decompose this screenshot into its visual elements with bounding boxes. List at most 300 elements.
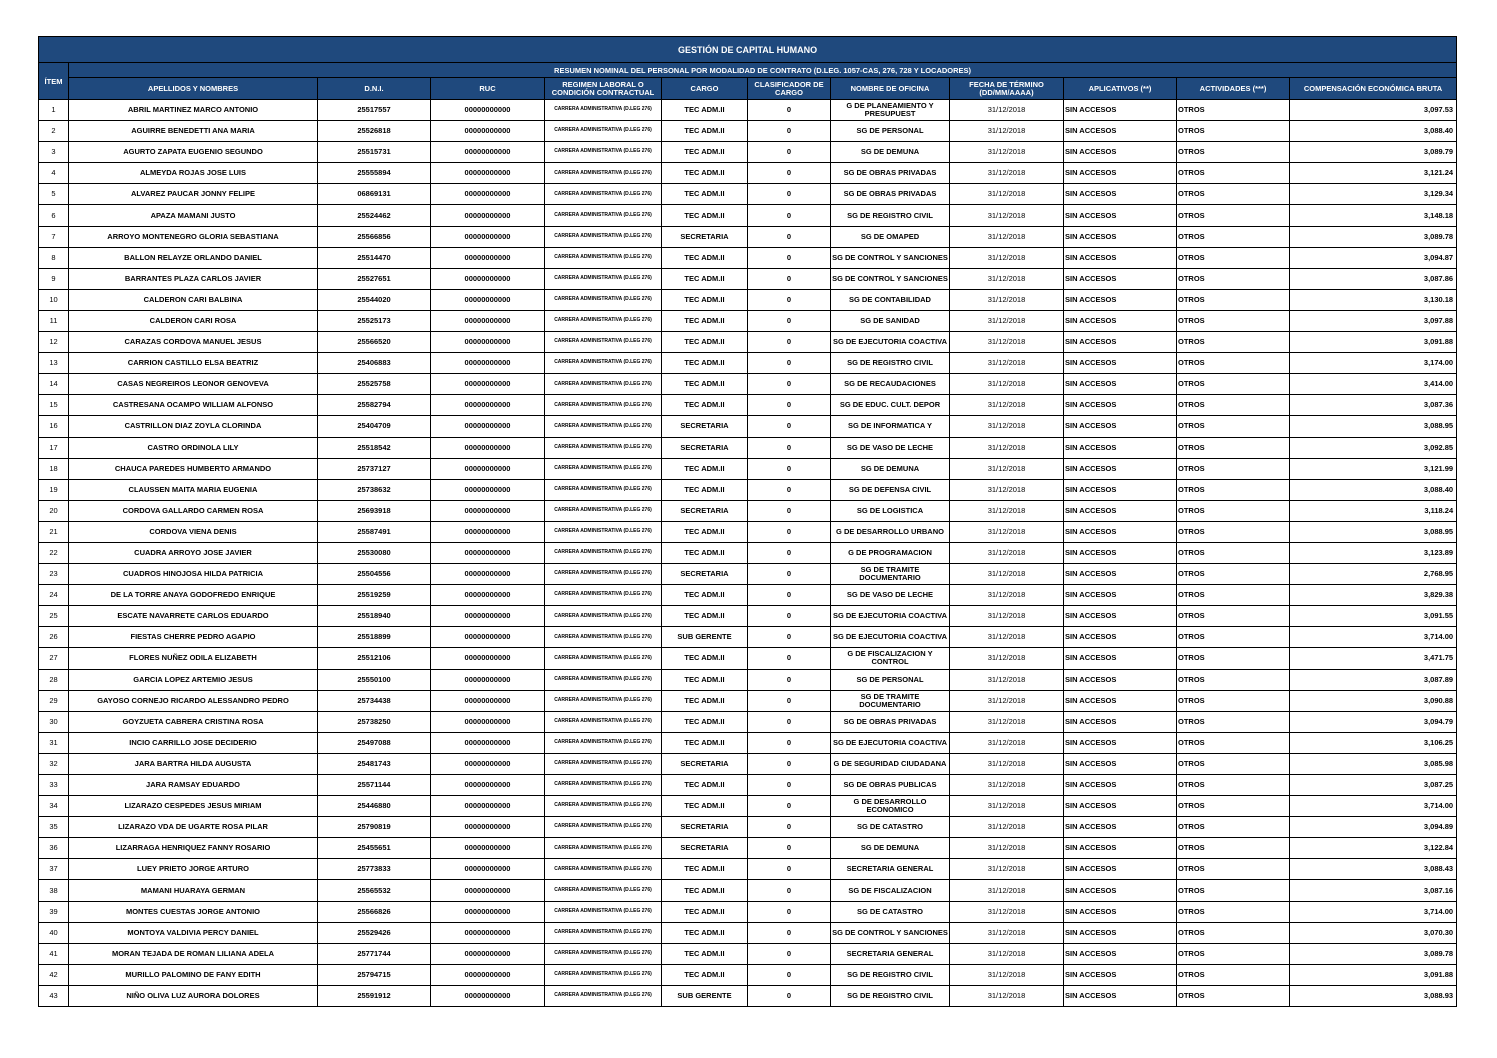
compensacion-cell: 3,088.95: [1290, 416, 1457, 437]
item-cell: 24: [39, 585, 69, 606]
compensacion-cell: 3,106.25: [1290, 732, 1457, 753]
compensacion-cell: 3,714.00: [1290, 627, 1457, 648]
aplicativos-cell: SIN ACCESOS: [1064, 500, 1177, 521]
dni-cell: 25773833: [318, 859, 431, 880]
oficina-cell: SG DE CONTABILIDAD: [831, 289, 950, 310]
cargo-cell: TEC ADM.II: [662, 205, 748, 226]
cargo-cell: TEC ADM.II: [662, 395, 748, 416]
dni-cell: 25566520: [318, 332, 431, 353]
fecha-cell: 31/12/2018: [950, 922, 1064, 943]
fecha-cell: 31/12/2018: [950, 627, 1064, 648]
clasificador-cell: 0: [748, 796, 831, 817]
name-cell: INCIO CARRILLO JOSE DECIDERIO: [69, 732, 318, 753]
actividades-cell: OTROS: [1177, 289, 1290, 310]
fecha-cell: 31/12/2018: [950, 247, 1064, 268]
ruc-cell: 00000000000: [431, 838, 545, 859]
table-row: [39, 922, 1457, 943]
actividades-cell: OTROS: [1177, 100, 1290, 121]
clasificador-cell: 0: [748, 711, 831, 732]
actividades-cell: OTROS: [1177, 247, 1290, 268]
oficina-cell: SG DE OBRAS PRIVADAS: [831, 184, 950, 205]
item-cell: 19: [39, 479, 69, 500]
table-body: [39, 100, 1457, 1007]
ruc-cell: 00000000000: [431, 775, 545, 796]
oficina-cell: SG DE DEFENSA CIVIL: [831, 479, 950, 500]
compensacion-cell: 3,097.88: [1290, 310, 1457, 331]
cargo-cell: TEC ADM.II: [662, 184, 748, 205]
actividades-cell: OTROS: [1177, 458, 1290, 479]
clasificador-cell: 0: [748, 247, 831, 268]
fecha-cell: 31/12/2018: [950, 542, 1064, 563]
compensacion-cell: 3,088.43: [1290, 859, 1457, 880]
regimen-cell: CARRERA ADMINISTRATIVA (D.LEG 276): [545, 121, 662, 142]
fecha-cell: 31/12/2018: [950, 163, 1064, 184]
column-header-cargo: CARGO: [662, 78, 748, 100]
actividades-cell: OTROS: [1177, 585, 1290, 606]
name-cell: MAMANI HUARAYA GERMAN: [69, 880, 318, 901]
cargo-cell: SECRETARIA: [662, 817, 748, 838]
actividades-cell: OTROS: [1177, 479, 1290, 500]
actividades-cell: OTROS: [1177, 732, 1290, 753]
actividades-cell: OTROS: [1177, 437, 1290, 458]
oficina-cell: SG DE CONTROL Y SANCIONES: [831, 247, 950, 268]
item-cell: 23: [39, 564, 69, 585]
compensacion-cell: 3,089.79: [1290, 142, 1457, 163]
actividades-cell: OTROS: [1177, 964, 1290, 985]
oficina-cell: SG DE REGISTRO CIVIL: [831, 964, 950, 985]
aplicativos-cell: SIN ACCESOS: [1064, 627, 1177, 648]
item-cell: 38: [39, 880, 69, 901]
compensacion-cell: 3,130.18: [1290, 289, 1457, 310]
clasificador-cell: 0: [748, 985, 831, 1006]
cargo-cell: TEC ADM.II: [662, 901, 748, 922]
cargo-cell: TEC ADM.II: [662, 542, 748, 563]
actividades-cell: OTROS: [1177, 985, 1290, 1006]
table-row: [39, 564, 1457, 585]
regimen-cell: CARRERA ADMINISTRATIVA (D.LEG 276): [545, 353, 662, 374]
aplicativos-cell: SIN ACCESOS: [1064, 859, 1177, 880]
cargo-cell: SECRETARIA: [662, 753, 748, 774]
ruc-cell: 00000000000: [431, 395, 545, 416]
fecha-cell: 31/12/2018: [950, 353, 1064, 374]
clasificador-cell: 0: [748, 817, 831, 838]
dni-cell: 25518940: [318, 606, 431, 627]
regimen-cell: CARRERA ADMINISTRATIVA (D.LEG 276): [545, 880, 662, 901]
oficina-cell: SG DE OMAPED: [831, 226, 950, 247]
regimen-cell: CARRERA ADMINISTRATIVA (D.LEG 276): [545, 922, 662, 943]
ruc-cell: 00000000000: [431, 500, 545, 521]
item-cell: 5: [39, 184, 69, 205]
cargo-cell: SECRETARIA: [662, 838, 748, 859]
regimen-cell: CARRERA ADMINISTRATIVA (D.LEG 276): [545, 711, 662, 732]
actividades-cell: OTROS: [1177, 943, 1290, 964]
clasificador-cell: 0: [748, 585, 831, 606]
actividades-cell: OTROS: [1177, 395, 1290, 416]
regimen-cell: CARRERA ADMINISTRATIVA (D.LEG 276): [545, 564, 662, 585]
dni-cell: 25524462: [318, 205, 431, 226]
regimen-cell: CARRERA ADMINISTRATIVA (D.LEG 276): [545, 205, 662, 226]
fecha-cell: 31/12/2018: [950, 416, 1064, 437]
name-cell: ESCATE NAVARRETE CARLOS EDUARDO: [69, 606, 318, 627]
cargo-cell: SECRETARIA: [662, 226, 748, 247]
fecha-cell: 31/12/2018: [950, 437, 1064, 458]
aplicativos-cell: SIN ACCESOS: [1064, 796, 1177, 817]
clasificador-cell: 0: [748, 184, 831, 205]
cargo-cell: TEC ADM.II: [662, 458, 748, 479]
actividades-cell: OTROS: [1177, 121, 1290, 142]
clasificador-cell: 0: [748, 943, 831, 964]
ruc-cell: 00000000000: [431, 310, 545, 331]
cargo-cell: TEC ADM.II: [662, 690, 748, 711]
actividades-cell: OTROS: [1177, 521, 1290, 542]
compensacion-cell: 3,091.88: [1290, 332, 1457, 353]
ruc-cell: 00000000000: [431, 648, 545, 669]
table-row: [39, 121, 1457, 142]
fecha-cell: 31/12/2018: [950, 648, 1064, 669]
regimen-cell: CARRERA ADMINISTRATIVA (D.LEG 276): [545, 606, 662, 627]
compensacion-cell: 3,070.30: [1290, 922, 1457, 943]
oficina-cell: G DE PLANEAMIENTO Y PRESUPUEST: [831, 100, 950, 121]
aplicativos-cell: SIN ACCESOS: [1064, 985, 1177, 1006]
regimen-cell: CARRERA ADMINISTRATIVA (D.LEG 276): [545, 648, 662, 669]
actividades-cell: OTROS: [1177, 775, 1290, 796]
regimen-cell: CARRERA ADMINISTRATIVA (D.LEG 276): [545, 458, 662, 479]
table-row: [39, 310, 1457, 331]
fecha-cell: 31/12/2018: [950, 817, 1064, 838]
dni-cell: 25497088: [318, 732, 431, 753]
cargo-cell: TEC ADM.II: [662, 732, 748, 753]
item-cell: 27: [39, 648, 69, 669]
table-row: [39, 606, 1457, 627]
compensacion-cell: 3,094.87: [1290, 247, 1457, 268]
cargo-cell: TEC ADM.II: [662, 796, 748, 817]
ruc-cell: 00000000000: [431, 142, 545, 163]
ruc-cell: 00000000000: [431, 817, 545, 838]
table-row: [39, 648, 1457, 669]
oficina-cell: G DE DESARROLLO URBANO: [831, 521, 950, 542]
ruc-cell: 00000000000: [431, 669, 545, 690]
fecha-cell: 31/12/2018: [950, 606, 1064, 627]
ruc-cell: 00000000000: [431, 268, 545, 289]
dni-cell: 25571144: [318, 775, 431, 796]
name-cell: CASTRESANA OCAMPO WILLIAM ALFONSO: [69, 395, 318, 416]
compensacion-cell: 3,088.40: [1290, 121, 1457, 142]
aplicativos-cell: SIN ACCESOS: [1064, 353, 1177, 374]
regimen-cell: CARRERA ADMINISTRATIVA (D.LEG 276): [545, 479, 662, 500]
dni-cell: 25582794: [318, 395, 431, 416]
clasificador-cell: 0: [748, 859, 831, 880]
table-row: [39, 817, 1457, 838]
cargo-cell: TEC ADM.II: [662, 289, 748, 310]
item-cell: 26: [39, 627, 69, 648]
table-row: [39, 732, 1457, 753]
oficina-cell: SG DE OBRAS PUBLICAS: [831, 775, 950, 796]
item-cell: 10: [39, 289, 69, 310]
dni-cell: 25525758: [318, 374, 431, 395]
clasificador-cell: 0: [748, 542, 831, 563]
name-cell: ALMEYDA ROJAS JOSE LUIS: [69, 163, 318, 184]
compensacion-cell: 3,714.00: [1290, 796, 1457, 817]
aplicativos-cell: SIN ACCESOS: [1064, 711, 1177, 732]
dni-cell: 25518899: [318, 627, 431, 648]
regimen-cell: CARRERA ADMINISTRATIVA (D.LEG 276): [545, 690, 662, 711]
actividades-cell: OTROS: [1177, 542, 1290, 563]
fecha-cell: 31/12/2018: [950, 985, 1064, 1006]
ruc-cell: 00000000000: [431, 437, 545, 458]
name-cell: JARA BARTRA HILDA AUGUSTA: [69, 753, 318, 774]
ruc-cell: 00000000000: [431, 247, 545, 268]
clasificador-cell: 0: [748, 922, 831, 943]
item-column-header: ÍTEM: [39, 63, 69, 100]
aplicativos-cell: SIN ACCESOS: [1064, 121, 1177, 142]
table-row: [39, 416, 1457, 437]
compensacion-cell: 3,148.18: [1290, 205, 1457, 226]
oficina-cell: SG DE DEMUNA: [831, 142, 950, 163]
clasificador-cell: 0: [748, 564, 831, 585]
aplicativos-cell: SIN ACCESOS: [1064, 289, 1177, 310]
oficina-cell: SG DE PERSONAL: [831, 121, 950, 142]
item-cell: 28: [39, 669, 69, 690]
dni-cell: 25527651: [318, 268, 431, 289]
aplicativos-cell: SIN ACCESOS: [1064, 901, 1177, 922]
name-cell: CUADROS HINOJOSA HILDA PATRICIA: [69, 564, 318, 585]
ruc-cell: 00000000000: [431, 690, 545, 711]
aplicativos-cell: SIN ACCESOS: [1064, 163, 1177, 184]
actividades-cell: OTROS: [1177, 500, 1290, 521]
fecha-cell: 31/12/2018: [950, 943, 1064, 964]
item-cell: 7: [39, 226, 69, 247]
oficina-cell: SG DE EJECUTORIA COACTIVA: [831, 332, 950, 353]
oficina-cell: SG DE SANIDAD: [831, 310, 950, 331]
regimen-cell: CARRERA ADMINISTRATIVA (D.LEG 276): [545, 901, 662, 922]
fecha-cell: 31/12/2018: [950, 374, 1064, 395]
compensacion-cell: 3,092.85: [1290, 437, 1457, 458]
name-cell: CORDOVA VIENA DENIS: [69, 521, 318, 542]
regimen-cell: CARRERA ADMINISTRATIVA (D.LEG 276): [545, 437, 662, 458]
fecha-cell: 31/12/2018: [950, 332, 1064, 353]
ruc-cell: 00000000000: [431, 901, 545, 922]
clasificador-cell: 0: [748, 627, 831, 648]
clasificador-cell: 0: [748, 753, 831, 774]
name-cell: LIZARAZO CESPEDES JESUS MIRIAM: [69, 796, 318, 817]
oficina-cell: SG DE EDUC. CULT. DEPOR: [831, 395, 950, 416]
dni-cell: 25693918: [318, 500, 431, 521]
oficina-cell: SG DE CATASTRO: [831, 817, 950, 838]
clasificador-cell: 0: [748, 142, 831, 163]
regimen-cell: CARRERA ADMINISTRATIVA (D.LEG 276): [545, 943, 662, 964]
regimen-cell: CARRERA ADMINISTRATIVA (D.LEG 276): [545, 247, 662, 268]
item-cell: 16: [39, 416, 69, 437]
fecha-cell: 31/12/2018: [950, 205, 1064, 226]
actividades-cell: OTROS: [1177, 901, 1290, 922]
dni-cell: 25455651: [318, 838, 431, 859]
aplicativos-cell: SIN ACCESOS: [1064, 100, 1177, 121]
compensacion-cell: 3,088.93: [1290, 985, 1457, 1006]
item-cell: 3: [39, 142, 69, 163]
fecha-cell: 31/12/2018: [950, 564, 1064, 585]
ruc-cell: 00000000000: [431, 458, 545, 479]
regimen-cell: CARRERA ADMINISTRATIVA (D.LEG 276): [545, 289, 662, 310]
regimen-cell: CARRERA ADMINISTRATIVA (D.LEG 276): [545, 163, 662, 184]
oficina-cell: SG DE EJECUTORIA COACTIVA: [831, 627, 950, 648]
item-cell: 33: [39, 775, 69, 796]
item-cell: 15: [39, 395, 69, 416]
clasificador-cell: 0: [748, 353, 831, 374]
item-cell: 1: [39, 100, 69, 121]
dni-cell: 25738632: [318, 479, 431, 500]
name-cell: FIESTAS CHERRE PEDRO AGAPIO: [69, 627, 318, 648]
actividades-cell: OTROS: [1177, 648, 1290, 669]
regimen-cell: CARRERA ADMINISTRATIVA (D.LEG 276): [545, 226, 662, 247]
table-row: [39, 247, 1457, 268]
dni-cell: 25514470: [318, 247, 431, 268]
cargo-cell: TEC ADM.II: [662, 247, 748, 268]
aplicativos-cell: SIN ACCESOS: [1064, 817, 1177, 838]
clasificador-cell: 0: [748, 268, 831, 289]
table-row: [39, 985, 1457, 1006]
table-row: [39, 585, 1457, 606]
table-row: [39, 838, 1457, 859]
ruc-cell: 00000000000: [431, 753, 545, 774]
oficina-cell: SG DE OBRAS PRIVADAS: [831, 711, 950, 732]
fecha-cell: 31/12/2018: [950, 395, 1064, 416]
oficina-cell: SG DE REGISTRO CIVIL: [831, 353, 950, 374]
dni-cell: 25530080: [318, 542, 431, 563]
regimen-cell: CARRERA ADMINISTRATIVA (D.LEG 276): [545, 669, 662, 690]
regimen-cell: CARRERA ADMINISTRATIVA (D.LEG 276): [545, 374, 662, 395]
fecha-cell: 31/12/2018: [950, 310, 1064, 331]
clasificador-cell: 0: [748, 479, 831, 500]
clasificador-cell: 0: [748, 226, 831, 247]
ruc-cell: 00000000000: [431, 184, 545, 205]
aplicativos-cell: SIN ACCESOS: [1064, 437, 1177, 458]
oficina-cell: SG DE CONTROL Y SANCIONES: [831, 268, 950, 289]
aplicativos-cell: SIN ACCESOS: [1064, 479, 1177, 500]
item-cell: 30: [39, 711, 69, 732]
name-cell: CHAUCA PAREDES HUMBERTO ARMANDO: [69, 458, 318, 479]
ruc-cell: 00000000000: [431, 943, 545, 964]
fecha-cell: 31/12/2018: [950, 479, 1064, 500]
clasificador-cell: 0: [748, 289, 831, 310]
oficina-cell: SG DE RECAUDACIONES: [831, 374, 950, 395]
table-row: [39, 901, 1457, 922]
item-cell: 35: [39, 817, 69, 838]
name-cell: CARRION CASTILLO ELSA BEATRIZ: [69, 353, 318, 374]
name-cell: MONTOYA VALDIVIA PERCY DANIEL: [69, 922, 318, 943]
name-cell: CASTRILLON DIAZ ZOYLA CLORINDA: [69, 416, 318, 437]
ruc-cell: 00000000000: [431, 880, 545, 901]
clasificador-cell: 0: [748, 964, 831, 985]
table-row: [39, 289, 1457, 310]
fecha-cell: 31/12/2018: [950, 711, 1064, 732]
actividades-cell: OTROS: [1177, 268, 1290, 289]
compensacion-cell: 3,091.88: [1290, 964, 1457, 985]
oficina-cell: SG DE FISCALIZACION: [831, 880, 950, 901]
aplicativos-cell: SIN ACCESOS: [1064, 416, 1177, 437]
ruc-cell: 00000000000: [431, 627, 545, 648]
dni-cell: 25550100: [318, 669, 431, 690]
clasificador-cell: 0: [748, 669, 831, 690]
name-cell: CALDERON CARI ROSA: [69, 310, 318, 331]
table-row: [39, 226, 1457, 247]
cargo-cell: TEC ADM.II: [662, 669, 748, 690]
compensacion-cell: 3,414.00: [1290, 374, 1457, 395]
item-cell: 22: [39, 542, 69, 563]
aplicativos-cell: SIN ACCESOS: [1064, 564, 1177, 585]
oficina-cell: SG DE VASO DE LECHE: [831, 437, 950, 458]
aplicativos-cell: SIN ACCESOS: [1064, 669, 1177, 690]
item-cell: 14: [39, 374, 69, 395]
regimen-cell: CARRERA ADMINISTRATIVA (D.LEG 276): [545, 838, 662, 859]
regimen-cell: CARRERA ADMINISTRATIVA (D.LEG 276): [545, 585, 662, 606]
compensacion-cell: 2,768.95: [1290, 564, 1457, 585]
dni-cell: 25517557: [318, 100, 431, 121]
item-cell: 20: [39, 500, 69, 521]
aplicativos-cell: SIN ACCESOS: [1064, 880, 1177, 901]
item-cell: 12: [39, 332, 69, 353]
table-row: [39, 184, 1457, 205]
dni-cell: 25404709: [318, 416, 431, 437]
dni-cell: 25406883: [318, 353, 431, 374]
table-row: [39, 332, 1457, 353]
fecha-cell: 31/12/2018: [950, 500, 1064, 521]
cargo-cell: TEC ADM.II: [662, 163, 748, 184]
name-cell: BARRANTES PLAZA CARLOS JAVIER: [69, 268, 318, 289]
cargo-cell: TEC ADM.II: [662, 648, 748, 669]
actividades-cell: OTROS: [1177, 838, 1290, 859]
item-cell: 31: [39, 732, 69, 753]
dni-cell: 25565532: [318, 880, 431, 901]
regimen-cell: CARRERA ADMINISTRATIVA (D.LEG 276): [545, 859, 662, 880]
compensacion-cell: 3,123.89: [1290, 542, 1457, 563]
name-cell: CASAS NEGREIROS LEONOR GENOVEVA: [69, 374, 318, 395]
clasificador-cell: 0: [748, 606, 831, 627]
ruc-cell: 00000000000: [431, 121, 545, 142]
cargo-cell: TEC ADM.II: [662, 353, 748, 374]
dni-cell: 25738250: [318, 711, 431, 732]
actividades-cell: OTROS: [1177, 184, 1290, 205]
compensacion-cell: 3,090.88: [1290, 690, 1457, 711]
cargo-cell: TEC ADM.II: [662, 964, 748, 985]
dni-cell: 25544020: [318, 289, 431, 310]
regimen-cell: CARRERA ADMINISTRATIVA (D.LEG 276): [545, 100, 662, 121]
name-cell: APAZA MAMANI JUSTO: [69, 205, 318, 226]
compensacion-cell: 3,097.53: [1290, 100, 1457, 121]
ruc-cell: 00000000000: [431, 711, 545, 732]
actividades-cell: OTROS: [1177, 142, 1290, 163]
name-cell: LIZARRAGA HENRIQUEZ FANNY ROSARIO: [69, 838, 318, 859]
actividades-cell: OTROS: [1177, 880, 1290, 901]
cargo-cell: SUB GERENTE: [662, 985, 748, 1006]
ruc-cell: 00000000000: [431, 732, 545, 753]
dni-cell: 25771744: [318, 943, 431, 964]
cargo-cell: TEC ADM.II: [662, 121, 748, 142]
regimen-cell: CARRERA ADMINISTRATIVA (D.LEG 276): [545, 184, 662, 205]
clasificador-cell: 0: [748, 521, 831, 542]
name-cell: CALDERON CARI BALBINA: [69, 289, 318, 310]
dni-cell: 25512106: [318, 648, 431, 669]
dni-cell: 25734438: [318, 690, 431, 711]
oficina-cell: SG DE EJECUTORIA COACTIVA: [831, 606, 950, 627]
oficina-cell: SECRETARIA GENERAL: [831, 859, 950, 880]
aplicativos-cell: SIN ACCESOS: [1064, 310, 1177, 331]
name-cell: CLAUSSEN MAITA MARIA EUGENIA: [69, 479, 318, 500]
oficina-cell: SG DE CONTROL Y SANCIONES: [831, 922, 950, 943]
regimen-cell: CARRERA ADMINISTRATIVA (D.LEG 276): [545, 796, 662, 817]
cargo-cell: TEC ADM.II: [662, 374, 748, 395]
ruc-cell: 00000000000: [431, 205, 545, 226]
dni-cell: 25566826: [318, 901, 431, 922]
